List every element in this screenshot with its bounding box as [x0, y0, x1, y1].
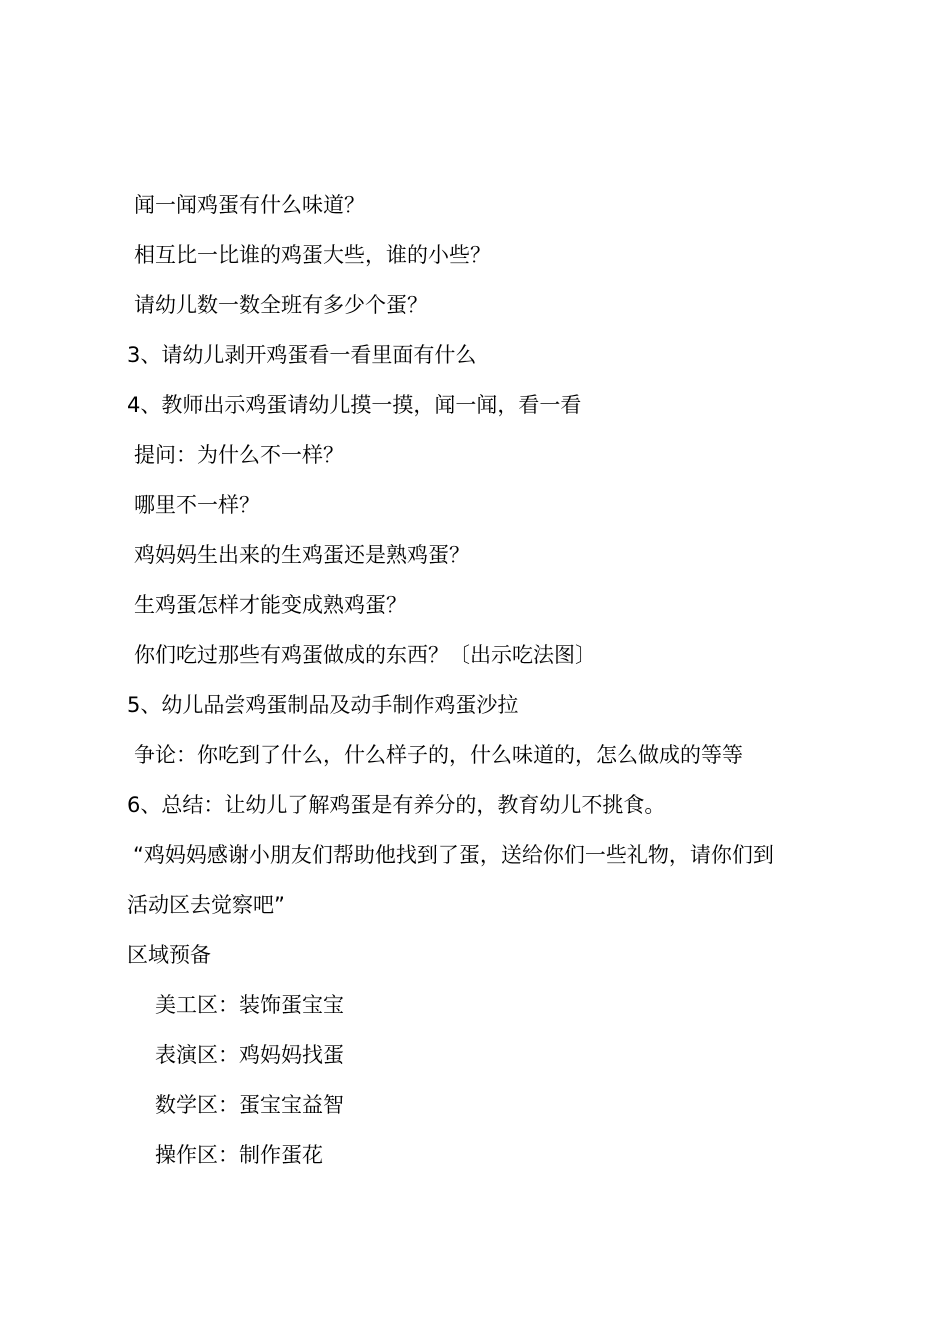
section-heading: 区域预备 [127, 943, 211, 967]
paragraph-line: 你们吃过那些有鸡蛋做成的东西？〔出示吃法图〕 [134, 643, 596, 667]
paragraph-line: 争论：你吃到了什么，什么样子的，什么味道的，怎么做成的等等 [134, 743, 743, 767]
paragraph-line: 相互比一比谁的鸡蛋大些，谁的小些？ [134, 243, 491, 267]
paragraph-line: 提问：为什么不一样？ [134, 443, 344, 467]
paragraph-line: 请幼儿数一数全班有多少个蛋？ [134, 293, 428, 317]
paragraph-line: 鸡妈妈生出来的生鸡蛋还是熟鸡蛋？ [134, 543, 470, 567]
paragraph-line: 闻一闻鸡蛋有什么味道？ [134, 193, 365, 217]
area-item: 表演区：鸡妈妈找蛋 [155, 1043, 344, 1067]
quote-line: 活动区去觉察吧” [127, 893, 285, 917]
paragraph-line: 哪里不一样？ [134, 493, 260, 517]
area-item: 美工区：装饰蛋宝宝 [155, 993, 344, 1017]
area-item: 操作区：制作蛋花 [155, 1143, 323, 1167]
numbered-step: 5、幼儿品尝鸡蛋制品及动手制作鸡蛋沙拉 [127, 693, 519, 717]
document-body [127, 180, 847, 1180]
paragraph-line: 生鸡蛋怎样才能变成熟鸡蛋？ [134, 593, 407, 617]
numbered-step: 6、总结：让幼儿了解鸡蛋是有养分的，教育幼儿不挑食。 [127, 793, 666, 817]
numbered-step: 3、请幼儿剥开鸡蛋看一看里面有什么 [127, 343, 477, 367]
area-item: 数学区：蛋宝宝益智 [155, 1093, 344, 1117]
quote-line: “鸡妈妈感谢小朋友们帮助他找到了蛋，送给你们一些礼物，请你们到 [133, 843, 774, 867]
numbered-step: 4、教师出示鸡蛋请幼儿摸一摸，闻一闻，看一看 [127, 393, 582, 417]
